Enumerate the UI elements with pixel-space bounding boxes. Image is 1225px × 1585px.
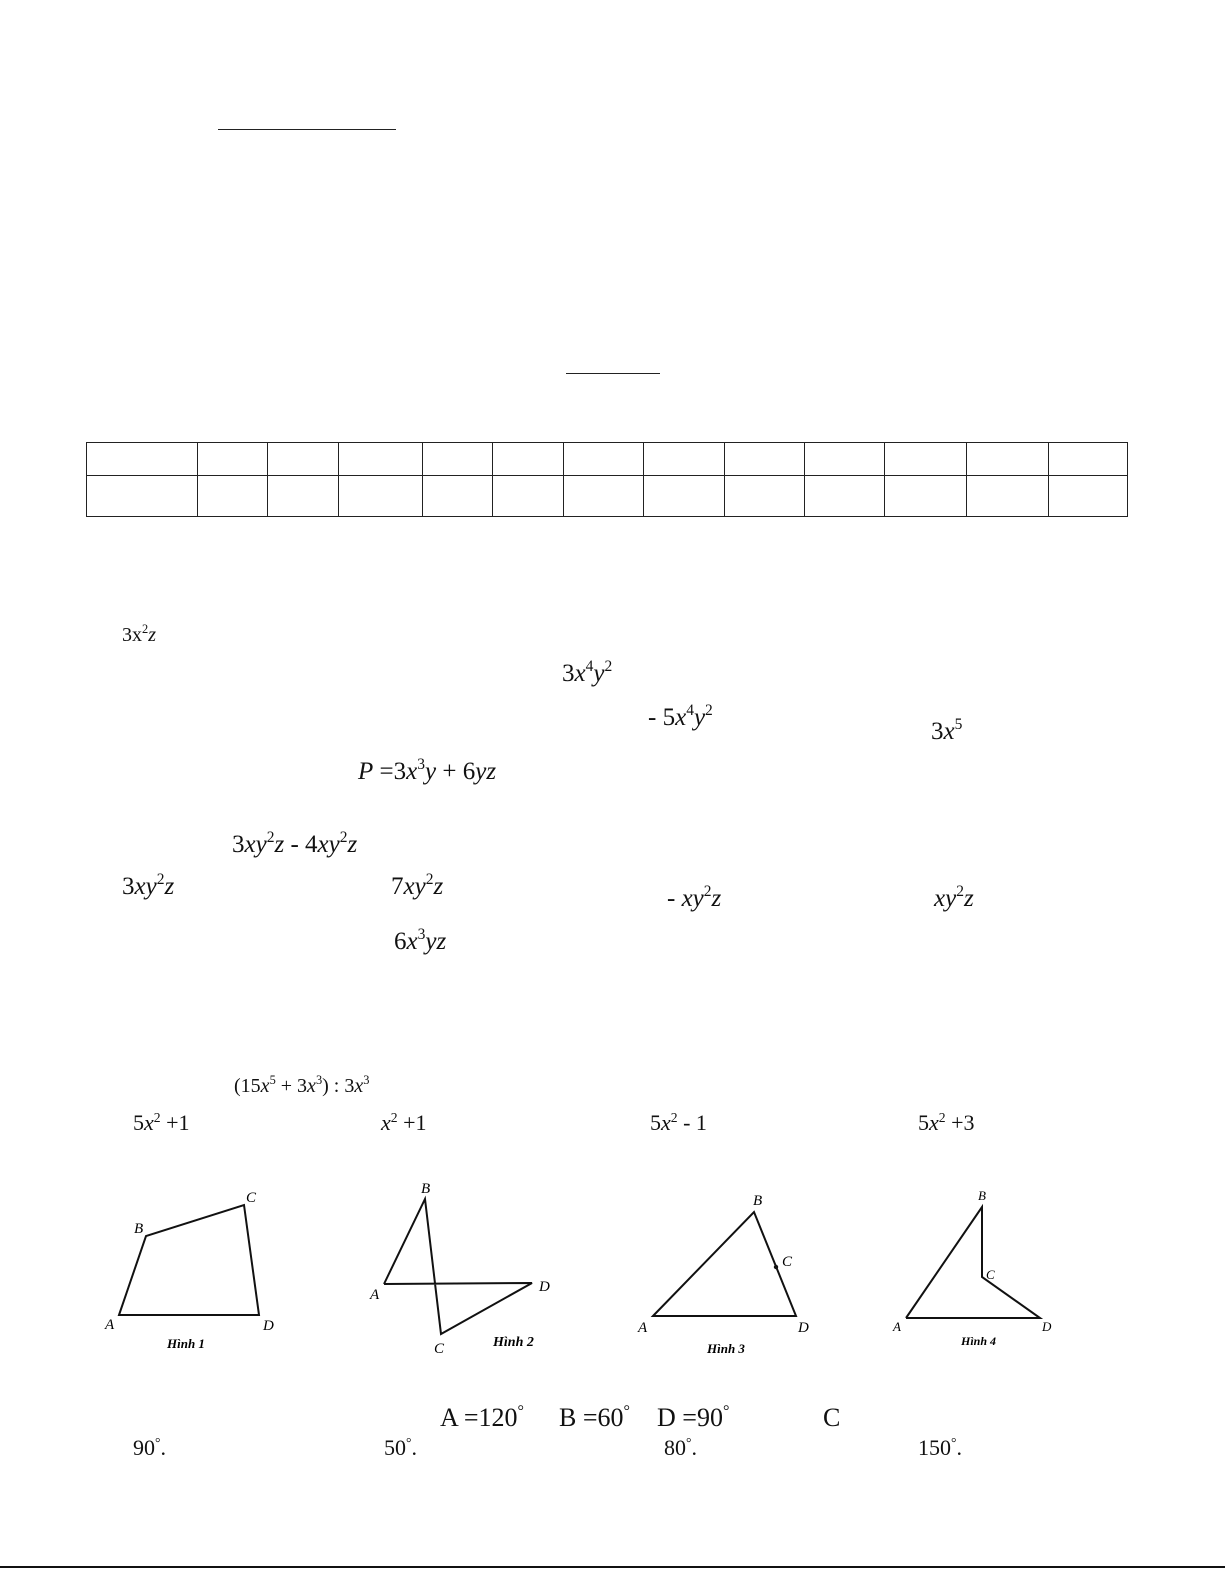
table-cell [87, 443, 198, 476]
q3-expression-e1: 2 [266, 829, 275, 847]
q4-option-b-x: x [381, 1110, 391, 1135]
figure-4 [885, 1185, 1075, 1365]
q3-expression [232, 831, 357, 859]
q3-option-b-z: z [433, 873, 444, 900]
q2-option-neg5-y: y [693, 704, 706, 731]
q3-option-c-sign: - [667, 885, 682, 912]
figure-1-label-c: C [246, 1190, 257, 1206]
figure-1-label-d: D [263, 1318, 274, 1334]
q4-expression [234, 1075, 369, 1098]
q4-expression-x3: x [354, 1075, 364, 1097]
table-cell [725, 476, 805, 517]
q3-option-c-z: z [711, 885, 722, 912]
table-cell [198, 476, 268, 517]
q1-term [122, 624, 156, 647]
q3-option-c-exp: 2 [703, 883, 712, 901]
q2-option-neg5-coef: - 5 [648, 704, 676, 731]
figure-3-label-d: D [798, 1320, 809, 1336]
table-cell [87, 476, 198, 517]
q2-polynomial [358, 758, 496, 786]
figure-2-label-b: B [421, 1181, 431, 1197]
q5-angle-b-text: B =60 [559, 1403, 624, 1432]
q2-option-neg5 [648, 704, 713, 732]
q2-monomial-x-exp: 4 [585, 658, 594, 676]
table-cell [725, 443, 805, 476]
figure-4-label-a: A [893, 1319, 901, 1334]
q4-option-b [381, 1110, 427, 1136]
degree-symbol: ° [686, 1434, 692, 1450]
q2-option-3x5 [931, 718, 962, 746]
degree-symbol: ° [155, 1434, 161, 1450]
figure-2-label-a: A [370, 1287, 380, 1303]
table-cell [1049, 443, 1128, 476]
q2-option-neg5-x: x [675, 704, 687, 731]
q1-term-z: z [148, 624, 156, 646]
q2-option-3x5-exp: 5 [954, 716, 963, 734]
q2-polynomial-eq: =3 [373, 758, 407, 785]
q1-term-exp: 2 [142, 622, 149, 637]
figure-2-label-d: D [539, 1279, 550, 1295]
figure-3-label-c: C [782, 1254, 793, 1270]
q4-option-d [918, 1110, 975, 1136]
q3-extra-coef: 6 [394, 928, 407, 955]
figure-2-caption: Hình 2 [493, 1335, 534, 1350]
q5-angle-c [823, 1403, 840, 1433]
q3-expression-z2: z [347, 831, 358, 858]
q2-monomial [562, 660, 612, 688]
q3-option-d-xy: xy [934, 885, 957, 912]
q5-option-d-dot: . [956, 1435, 962, 1460]
table-cell [423, 443, 493, 476]
q3-option-a-coef: 3 [122, 873, 135, 900]
q2-monomial-y: y [593, 660, 605, 687]
q2-option-neg5-x-exp: 4 [686, 702, 694, 720]
table-cell [1049, 476, 1128, 517]
degree-symbol: ° [517, 1403, 524, 1421]
table-cell [564, 443, 644, 476]
figure-3 [630, 1185, 830, 1370]
q5-angle-d-text: D =90 [657, 1403, 723, 1432]
table-cell [967, 476, 1049, 517]
figure-1 [96, 1180, 296, 1365]
q4-option-a-exp: 2 [153, 1109, 161, 1125]
table-cell [644, 476, 725, 517]
figure-2 [360, 1175, 570, 1370]
figure-4-svg [885, 1185, 1075, 1360]
q1-term-coef: 3x [122, 624, 142, 646]
figure-1-label-a: A [105, 1317, 115, 1333]
q3-expression-xy2: xy [317, 831, 340, 858]
figure-3-triangle [653, 1212, 796, 1316]
q5-angle-a [440, 1403, 524, 1433]
q4-option-a [133, 1110, 190, 1136]
q2-polynomial-yz: yz [475, 758, 497, 785]
q3-expression-a: 3 [232, 831, 245, 858]
q5-option-d [918, 1435, 962, 1461]
table-cell [423, 476, 493, 517]
table-cell [885, 443, 967, 476]
q3-option-d-z: z [963, 885, 974, 912]
q4-option-b-exp: 2 [390, 1109, 398, 1125]
answer-table-row-1 [87, 443, 1128, 476]
q4-expression-x2: x [307, 1075, 316, 1097]
table-cell [493, 443, 564, 476]
q5-option-c-dot: . [691, 1435, 697, 1460]
table-cell [805, 443, 885, 476]
q2-option-3x5-x: x [943, 718, 955, 745]
q2-polynomial-x-exp: 3 [417, 756, 425, 774]
figure-4-caption: Hình 4 [961, 1334, 997, 1348]
table-cell [644, 443, 725, 476]
q4-option-c-x: x [661, 1110, 671, 1135]
q5-option-b [384, 1435, 417, 1461]
q2-polynomial-y: y [425, 758, 437, 785]
q4-option-b-rest: +1 [397, 1110, 427, 1135]
figure-1-caption: Hình 1 [167, 1336, 205, 1351]
q3-expression-op: - 4 [284, 831, 318, 858]
q4-option-a-coef: 5 [133, 1110, 144, 1135]
figure-3-label-a: A [638, 1320, 648, 1336]
figure-1-svg [96, 1180, 296, 1360]
table-cell [268, 443, 339, 476]
q4-option-d-x: x [929, 1110, 939, 1135]
q3-expression-z1: z [274, 831, 285, 858]
q4-expression-pre: (15 [234, 1075, 261, 1097]
q3-option-a-xy: xy [134, 873, 157, 900]
figure-1-label-b: B [134, 1221, 144, 1237]
table-cell [198, 443, 268, 476]
q4-expression-e3: 3 [363, 1073, 370, 1088]
q4-option-d-coef: 5 [918, 1110, 929, 1135]
q3-expression-e2: 2 [339, 829, 348, 847]
figure-4-label-b: B [978, 1188, 986, 1203]
table-cell [564, 476, 644, 517]
q3-expression-xy1: xy [244, 831, 267, 858]
answer-table [86, 442, 1128, 517]
q3-option-a-exp: 2 [156, 871, 165, 889]
q4-option-a-x: x [144, 1110, 154, 1135]
figure-2-label-c: C [434, 1341, 445, 1357]
page-bottom-rule [0, 1566, 1225, 1568]
q4-expression-e1: 5 [269, 1073, 276, 1088]
figure-4-label-c: C [986, 1267, 995, 1282]
q2-monomial-coef: 3 [562, 660, 575, 687]
q4-expression-e2: 3 [315, 1073, 323, 1088]
figure-3-label-b: B [753, 1193, 763, 1209]
q4-option-a-rest: +1 [160, 1110, 190, 1135]
q2-monomial-y-exp: 2 [604, 658, 613, 676]
table-cell [339, 476, 423, 517]
q5-angle-c-text: C [823, 1403, 841, 1432]
q3-option-b-coef: 7 [391, 873, 404, 900]
figure-3-point-c [774, 1265, 778, 1269]
answer-table-row-2 [87, 476, 1128, 517]
q5-option-a-dot: . [160, 1435, 166, 1460]
q5-option-c-value: 80 [664, 1435, 686, 1460]
figure-3-caption: Hình 3 [707, 1341, 745, 1356]
q4-expression-post: ) : 3 [322, 1075, 355, 1097]
q2-option-neg5-y-exp: 2 [705, 702, 713, 720]
q2-polynomial-rest: + 6 [436, 758, 476, 785]
section-underline [566, 373, 660, 374]
q5-angle-b [559, 1403, 630, 1433]
q5-angle-a-text: A =120 [440, 1403, 518, 1432]
q3-extra-x: x [406, 928, 418, 955]
table-cell [493, 476, 564, 517]
q4-expression-x1: x [260, 1075, 270, 1097]
q2-monomial-x: x [574, 660, 586, 687]
q4-option-c [650, 1110, 707, 1136]
q2-polynomial-p: P [358, 758, 374, 785]
q4-option-d-exp: 2 [938, 1109, 946, 1125]
degree-symbol: ° [623, 1403, 630, 1421]
q3-option-b [391, 873, 443, 901]
q4-option-c-rest: - 1 [677, 1110, 707, 1135]
q5-option-a [133, 1435, 166, 1461]
q5-option-b-value: 50 [384, 1435, 406, 1460]
q2-option-3x5-coef: 3 [931, 718, 944, 745]
table-cell [805, 476, 885, 517]
q4-option-d-rest: +3 [945, 1110, 975, 1135]
q5-option-b-dot: . [411, 1435, 417, 1460]
q3-option-b-xy: xy [403, 873, 426, 900]
q3-option-c [667, 885, 721, 913]
q5-option-a-value: 90 [133, 1435, 155, 1460]
q4-expression-mid: + 3 [275, 1075, 308, 1097]
table-cell [967, 443, 1049, 476]
q3-option-d-exp: 2 [956, 883, 964, 901]
figure-4-label-d: D [1042, 1319, 1052, 1334]
degree-symbol: ° [951, 1434, 957, 1450]
q5-angle-d [657, 1403, 729, 1433]
figure-2-polyline [384, 1199, 532, 1334]
q4-option-c-coef: 5 [650, 1110, 661, 1135]
q3-option-a [122, 873, 174, 901]
table-cell [268, 476, 339, 517]
q2-polynomial-x: x [406, 758, 418, 785]
table-cell [885, 476, 967, 517]
q3-extra-monomial [394, 928, 446, 956]
q3-option-c-xy: xy [681, 885, 704, 912]
figure-4-polyline [906, 1207, 1040, 1318]
q3-extra-exp: 3 [417, 926, 426, 944]
q5-option-c [664, 1435, 697, 1461]
figure-3-svg [630, 1185, 830, 1365]
degree-symbol: ° [722, 1403, 730, 1421]
q3-option-b-exp: 2 [425, 871, 434, 889]
table-cell [339, 443, 423, 476]
q3-option-a-z: z [164, 873, 175, 900]
q3-option-d [934, 885, 974, 913]
header-underline [218, 129, 396, 130]
q3-extra-yz: yz [425, 928, 447, 955]
degree-symbol: ° [406, 1434, 412, 1450]
q5-option-d-value: 150 [918, 1435, 951, 1460]
q4-option-c-exp: 2 [670, 1109, 678, 1125]
figure-2-svg [360, 1175, 570, 1365]
